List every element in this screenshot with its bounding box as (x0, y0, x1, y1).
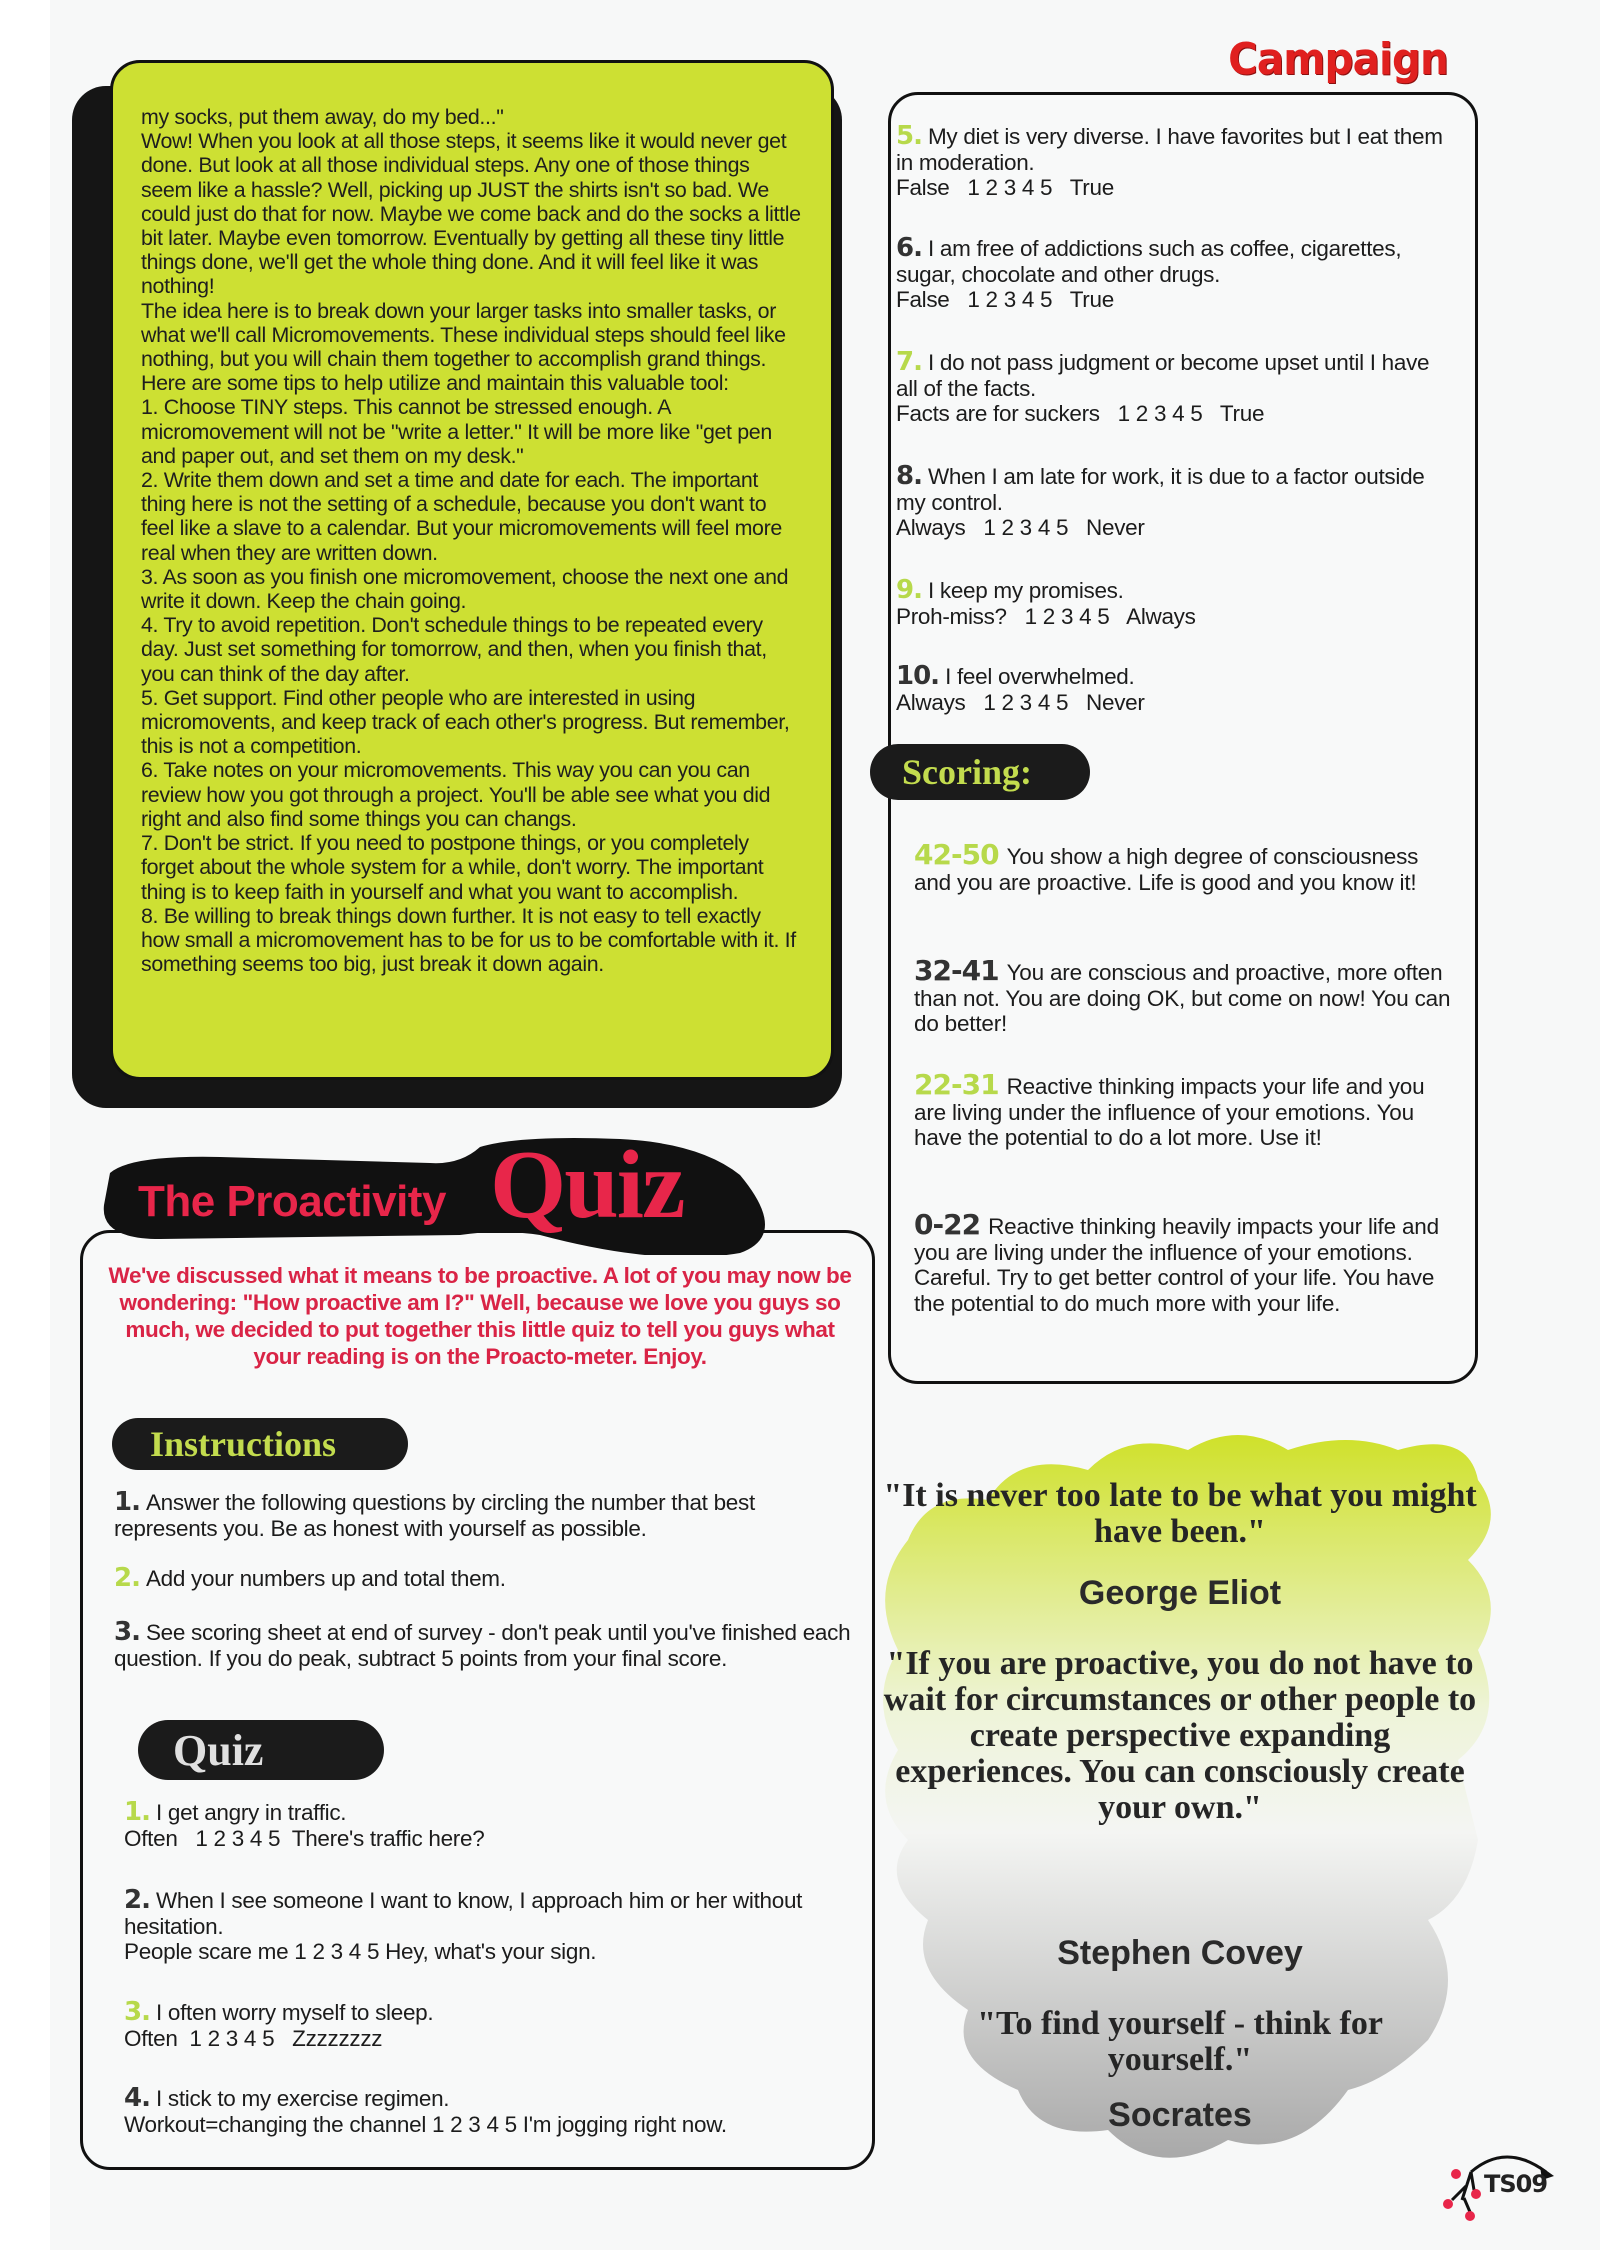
instruction-text: Answer the following questions by circling the number that best represents you. Be as honest with yourself as possible. (114, 1490, 755, 1541)
score-band (914, 1208, 1454, 1316)
question-text: My diet is very diverse. I have favorites but I eat them in moderation. (896, 124, 1443, 175)
quiz-question (896, 121, 1456, 201)
question-number: 6. (896, 233, 922, 263)
instruction-number: 2. (114, 1563, 140, 1593)
score-range: 0-22 (914, 1208, 981, 1241)
quote-author: Stephen Covey (1057, 1934, 1303, 1972)
question-text: I do not pass judgment or become upset until I have all of the facts. (896, 350, 1430, 401)
question-scale: Often 1 2 3 4 5 Zzzzzzzz (124, 2025, 383, 2051)
page-code: TS09 (1484, 2170, 1548, 2198)
quiz-question (124, 1997, 864, 2051)
page-margin (0, 0, 50, 2264)
score-band (914, 1068, 1454, 1151)
instruction-number: 1. (114, 1487, 140, 1517)
question-text: I stick to my exercise regimen. (155, 2086, 450, 2111)
quiz-question (124, 2083, 884, 2137)
quote-text: "If you are proactive, you do not have to wait for circumstances or other people to create perspective expanding experiences. You can consciously create your own." (883, 1645, 1477, 1826)
question-text: I keep my promises. (927, 578, 1124, 603)
quote-author: George Eliot (1078, 1574, 1282, 1612)
quiz-title-banner (100, 1131, 780, 1255)
question-number: 4. (124, 2083, 150, 2113)
score-description: Reactive thinking heavily impacts your life and you are living under the influence of your emotions. Careful. Try to get better control of your life. You have the potential to do much more with your life. (914, 1214, 1439, 1316)
quiz-title-emphasis: Quiz (490, 1131, 684, 1239)
question-scale: Always 1 2 3 4 5 Never (896, 515, 1145, 540)
quiz-heading (138, 1720, 384, 1780)
section-title: Campaign (1228, 34, 1448, 85)
instructions-label: Instructions (150, 1424, 337, 1464)
question-scale: People scare me 1 2 3 4 5 Hey, what's your sign. (124, 1939, 597, 1964)
tip-item: 7. Don't be strict. If you need to postpone things, or you completely forget about the whole system for a while, don't worry. The important thing is to keep faith in yourself and what you want to accomplish. (141, 831, 764, 904)
question-scale: Proh-miss? 1 2 3 4 5 Always (896, 603, 1196, 629)
quiz-title: The Proactivity (138, 1177, 446, 1226)
score-band (914, 838, 1454, 895)
tip-item: 8. Be willing to break things down further. It is not easy to tell exactly how small a micromovement has to be for us to be comfortable with it. If something seems too big, just break it down again. (141, 903, 796, 977)
question-number: 2. (124, 1885, 150, 1915)
score-band (914, 954, 1454, 1037)
quiz-question (124, 1885, 864, 1965)
score-range: 42-50 (914, 838, 999, 871)
scoring-label: Scoring: (902, 752, 1032, 792)
tip-item: 1. Choose TINY steps. This cannot be stressed enough. A micromovement will not be "write a letter." It will be more like "get pen and paper out, and set them on my desk." (141, 395, 772, 468)
tip-item: 4. Try to avoid repetition. Don't schedule things to be repeated every day. Just set something for tomorrow, and then, when you finish that, you can think of the day after. (141, 613, 767, 686)
quote-text: "To find yourself - think for yourself." (977, 2005, 1383, 2078)
article-paragraph: my socks, put them away, do my bed..." (141, 105, 504, 129)
question-scale: False 1 2 3 4 5 True (896, 287, 1114, 312)
question-scale: Always 1 2 3 4 5 Never (896, 689, 1145, 715)
question-text: I feel overwhelmed. (945, 664, 1135, 689)
instruction-number: 3. (114, 1617, 140, 1647)
article-paragraph: Wow! When you look at all those steps, it seems like it would never get done. But look at all those individual steps. Any one of those things seem like a hassle? Well, picking up JUST the shirts isn't so bad. We could just do that for now. Maybe we come back and do the socks a little bit later. Maybe even tomorrow. Eventually by getting all these tiny little things done, we'll get the whole thing done. And it will feel like it was nothing! (141, 129, 801, 299)
question-number: 8. (896, 461, 922, 491)
article-paragraph: The idea here is to break down your larger tasks into smaller tasks, or what we'll call Micromovements. These individual steps should feel like nothing, but you will chain them together to accomplish grand things. Here are some tips to help utilize and maintain this valuable tool: (141, 298, 786, 396)
instruction-text: Add your numbers up and total them. (145, 1566, 506, 1591)
question-text: When I see someone I want to know, I approach him or her without hesitation. (124, 1888, 803, 1939)
score-description: You are conscious and proactive, more often than not. You are doing OK, but come on now! You can do better! (914, 960, 1451, 1036)
tip-item: 2. Write them down and set a time and date for each. The important thing here is not the setting of a schedule, because you don't want to feel like a slave to a calendar. But your micromovements will feel more real when they are written down. (141, 468, 782, 565)
question-number: 7. (896, 347, 922, 377)
scoring-heading (870, 744, 1090, 800)
question-text: When I am late for work, it is due to a factor outside my control. (896, 464, 1425, 515)
article-box (110, 60, 834, 1080)
question-number: 10. (896, 661, 940, 691)
question-scale: Often 1 2 3 4 5 There's traffic here? (124, 1825, 485, 1851)
instruction-item (114, 1563, 854, 1593)
quiz-question (896, 233, 1466, 313)
question-text: I often worry myself to sleep. (155, 2000, 434, 2025)
question-number: 3. (124, 1997, 150, 2027)
quote-text: "It is never too late to be what you might have been." (883, 1477, 1477, 1550)
score-range: 22-31 (914, 1068, 999, 1101)
score-description: Reactive thinking impacts your life and you are living under the influence of your emotions. You have the potential to do a lot more. Use it! (914, 1074, 1425, 1150)
quiz-question (124, 1797, 864, 1851)
instructions-heading (112, 1418, 408, 1470)
quiz-intro: We've discussed what it means to be proactive. A lot of you may now be wondering: "How proactive am I?" Well, because we love you guys so much, we decided to put together this little quiz to tell you guys what your reading is on the Proacto-meter. Enjoy. (108, 1263, 852, 1369)
quiz-question (896, 347, 1456, 427)
question-number: 9. (896, 575, 922, 605)
question-text: I am free of addictions such as coffee, cigarettes, sugar, chocolate and other drugs. (896, 236, 1402, 287)
instruction-item (114, 1617, 864, 1671)
question-text: I get angry in traffic. (155, 1800, 347, 1825)
question-scale: Workout=changing the channel 1 2 3 4 5 I'm jogging right now. (124, 2111, 727, 2137)
score-range: 32-41 (914, 954, 999, 987)
tip-item: 3. As soon as you finish one micromovement, choose the next one and write it down. Keep the chain going. (141, 564, 789, 614)
tip-item: 5. Get support. Find other people who are interested in using micromovents, and keep track of each other's progress. But remember, this is not a competition. (141, 685, 790, 759)
question-scale: Facts are for suckers 1 2 3 4 5 True (896, 401, 1265, 426)
quote-author: Socrates (1108, 2096, 1252, 2134)
tip-item: 6. Take notes on your micromovements. This way you can you can review how you got through a project. You'll be able see what you did right and also find some things you can changs. (141, 758, 771, 831)
quiz-question (896, 661, 1456, 715)
quiz-question (896, 461, 1456, 541)
score-description: You show a high degree of consciousness and you are proactive. Life is good and you know it! (914, 844, 1419, 895)
question-number: 5. (896, 121, 922, 151)
question-scale: False 1 2 3 4 5 True (896, 175, 1114, 200)
quiz-question (896, 575, 1456, 629)
question-number: 1. (124, 1797, 150, 1827)
instruction-text: See scoring sheet at end of survey - don't peak until you've finished each question. If you do peak, subtract 5 points from your final score. (114, 1620, 851, 1671)
quiz-label: Quiz (173, 1725, 264, 1775)
instruction-item (114, 1487, 854, 1541)
